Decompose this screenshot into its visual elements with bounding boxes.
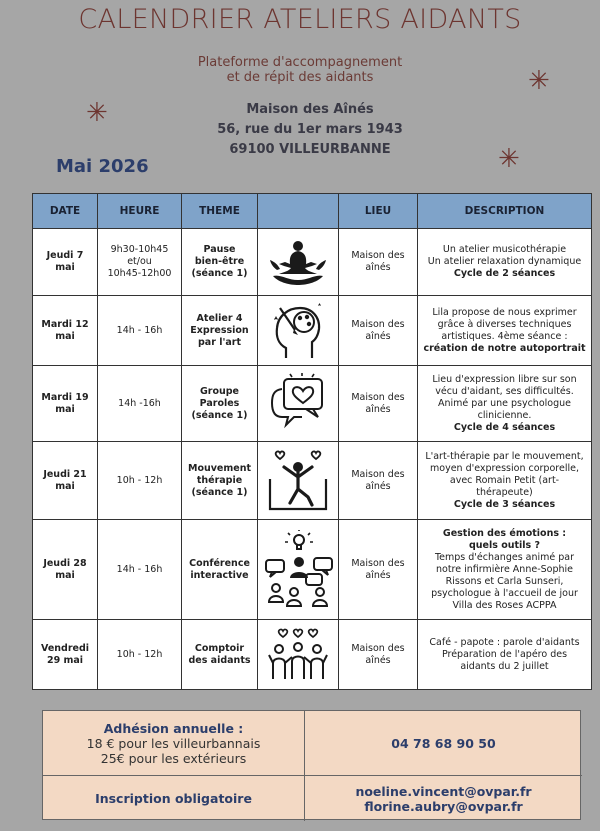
date-text: Jeudi 21 <box>43 468 87 480</box>
movement-icon <box>266 449 330 513</box>
description-text: Temps d'échanges animé par <box>434 551 575 563</box>
image-cell <box>258 620 339 690</box>
date-text: mai <box>55 330 75 342</box>
description-cell <box>418 442 592 520</box>
month-label: Mai 2026 <box>56 156 149 177</box>
image-cell <box>258 296 339 366</box>
time-text: et/ou <box>127 256 152 267</box>
image-cell <box>258 442 339 520</box>
description-text: Animé par une psychologue <box>438 397 571 409</box>
theme-text: Expression <box>190 324 249 336</box>
description-text: avec Romain Petit (art- <box>449 474 560 486</box>
theme-text: (séance 1) <box>191 409 248 421</box>
description-emphasis: Gestion des émotions : <box>442 527 567 539</box>
column-header-heure: HEURE <box>98 194 182 229</box>
place-text: aînés <box>365 403 391 415</box>
date-cell <box>33 296 98 366</box>
place-cell <box>339 296 418 366</box>
theme-text: Pause <box>203 244 236 255</box>
page-title: CALENDRIER ATELIERS AIDANTS <box>78 4 522 35</box>
description-text: Rissons et Carla Sunseri, <box>445 575 564 587</box>
email-link[interactable]: florine.aubry@ovpar.fr <box>364 798 523 814</box>
date-cell <box>33 366 98 442</box>
description-emphasis: Cycle de 4 séances <box>453 421 556 433</box>
date-text: 29 mai <box>46 654 84 666</box>
time-cell <box>98 296 182 366</box>
description-text: Villa des Roses ACPPA <box>452 599 557 611</box>
place-cell <box>339 520 418 620</box>
theme-text: interactive <box>190 569 249 581</box>
date-text: mai <box>55 569 75 581</box>
description-text: Un atelier musicothérapie <box>442 244 567 255</box>
table-row <box>33 296 592 366</box>
date-cell <box>33 520 98 620</box>
place-text: Maison des <box>351 642 405 654</box>
theme-cell <box>182 229 258 296</box>
image-cell <box>258 520 339 620</box>
table-row <box>33 366 592 442</box>
description-text: artistiques. 4ème séance : <box>441 330 568 342</box>
description-emphasis: Cycle de 3 séances <box>453 498 556 510</box>
description-text: L'art-thérapie par le mouvement, <box>425 450 584 462</box>
membership-price-local: 18 € pour les villeurbannais <box>86 735 261 751</box>
theme-cell <box>182 620 258 690</box>
sparkle-icon: ✳ <box>528 66 550 96</box>
address <box>190 100 430 160</box>
date-cell <box>33 229 98 296</box>
description-cell <box>418 296 592 366</box>
time-cell <box>98 229 182 296</box>
theme-cell <box>182 366 258 442</box>
subtitle-line-1: Plateforme d'accompagnement <box>197 55 403 70</box>
time-text: 10h45-12h00 <box>107 268 172 279</box>
art-head-icon <box>268 300 328 362</box>
email-link[interactable]: noeline.vincent@ovpar.fr <box>355 783 532 799</box>
place-cell <box>339 229 418 296</box>
phone-block <box>305 711 582 775</box>
speech-heart-icon <box>266 373 330 435</box>
date-cell <box>33 442 98 520</box>
place-text: Maison des <box>351 391 405 403</box>
description-emphasis: Cycle de 2 séances <box>453 268 556 279</box>
description-cell <box>418 620 592 690</box>
sparkle-icon: ✳ <box>498 144 520 174</box>
date-text: Mardi 19 <box>41 391 89 403</box>
place-text: aînés <box>365 330 391 342</box>
date-text: Mardi 12 <box>41 318 89 330</box>
sparkle-icon: ✳ <box>86 98 108 128</box>
date-text: mai <box>55 403 75 415</box>
theme-text: des aidants <box>188 654 251 666</box>
table-row <box>33 620 592 690</box>
description-text: grâce à diverses techniques <box>437 318 572 330</box>
description-cell <box>418 366 592 442</box>
membership-block <box>43 711 304 775</box>
theme-cell <box>182 520 258 620</box>
info-box <box>42 710 581 820</box>
conference-icon <box>262 530 336 610</box>
theme-text: Atelier 4 <box>196 312 243 324</box>
place-cell <box>339 620 418 690</box>
group-hearts-icon <box>267 627 329 683</box>
column-header-description: DESCRIPTION <box>418 194 592 229</box>
theme-cell <box>182 442 258 520</box>
date-cell <box>33 620 98 690</box>
description-text: clinicienne. <box>477 409 532 421</box>
date-text: Jeudi 28 <box>43 557 87 569</box>
image-cell <box>258 229 339 296</box>
time-cell <box>98 366 182 442</box>
theme-text: Mouvement <box>187 462 252 474</box>
subtitle-line-2: et de répit des aidants <box>226 70 374 85</box>
time-cell <box>98 620 182 690</box>
place-text: Maison des <box>351 557 405 569</box>
image-cell <box>258 366 339 442</box>
theme-text: thérapie <box>196 474 243 486</box>
description-text: thérapeute) <box>476 486 533 498</box>
place-text: aînés <box>365 654 391 666</box>
description-text: vécu d'aidant, ses difficultés. <box>435 385 574 397</box>
table-header-row <box>33 194 592 229</box>
time-text: 10h - 12h <box>116 474 163 486</box>
meditation-icon <box>265 236 331 288</box>
place-cell <box>339 442 418 520</box>
email-block <box>305 776 582 821</box>
time-text: 14h - 16h <box>116 563 163 575</box>
place-text: aînés <box>365 569 391 581</box>
address-line-2: 56, rue du 1er mars 1943 <box>217 122 403 137</box>
date-text: mai <box>55 262 75 273</box>
time-text: 14h - 16h <box>116 324 163 336</box>
time-text: 14h -16h <box>118 397 161 409</box>
theme-text: (séance 1) <box>191 268 248 279</box>
phone-number[interactable]: 04 78 68 90 50 <box>391 735 496 751</box>
column-header-theme: THEME <box>182 194 258 229</box>
description-text: Préparation de l'apéro des <box>441 648 568 660</box>
registration-required: Inscription obligatoire <box>95 791 252 806</box>
description-text: Café - papote : parole d'aidants <box>429 636 580 648</box>
description-text: aidants du 2 juillet <box>460 660 549 672</box>
place-text: Maison des <box>351 318 405 330</box>
description-cell <box>418 229 592 296</box>
table-row <box>33 229 592 296</box>
address-line-3: 69100 VILLEURBANNE <box>229 142 391 157</box>
membership-price-external: 25€ pour les extérieurs <box>100 750 247 766</box>
place-text: Maison des <box>351 468 405 480</box>
table-row <box>33 442 592 520</box>
place-text: aînés <box>365 262 391 273</box>
theme-text: par l'art <box>197 336 241 348</box>
time-cell <box>98 520 182 620</box>
description-text: Un atelier relaxation dynamique <box>427 256 582 267</box>
theme-text: Groupe <box>199 385 240 397</box>
description-emphasis: création de notre autoportrait <box>423 342 586 354</box>
description-text: Lila propose de nous exprimer <box>432 306 577 318</box>
theme-text: Comptoir <box>194 642 245 654</box>
theme-text: bien-être <box>194 256 245 267</box>
date-text: Vendredi <box>40 642 90 654</box>
address-line-1: Maison des Aînés <box>246 102 374 117</box>
theme-cell <box>182 296 258 366</box>
description-emphasis: quels outils ? <box>468 539 541 551</box>
registration-block <box>43 776 304 821</box>
column-header-date: DATE <box>33 194 98 229</box>
column-header-image <box>258 194 339 229</box>
description-text: moyen d'expression corporelle, <box>430 462 579 474</box>
description-text: Lieu d'expression libre sur son <box>432 373 577 385</box>
place-text: Maison des <box>351 250 405 261</box>
table-row <box>33 520 592 620</box>
time-text: 9h30-10h45 <box>110 244 169 255</box>
time-cell <box>98 442 182 520</box>
date-text: mai <box>55 480 75 492</box>
date-text: Jeudi 7 <box>46 250 84 261</box>
description-cell <box>418 520 592 620</box>
subtitle <box>180 55 420 85</box>
place-cell <box>339 366 418 442</box>
description-text: notre infirmière Anne-Sophie <box>436 563 573 575</box>
description-text: psychologue à l'accueil de jour <box>431 587 578 599</box>
time-text: 10h - 12h <box>116 648 163 660</box>
theme-text: (séance 1) <box>191 486 248 498</box>
column-header-lieu: LIEU <box>339 194 418 229</box>
theme-text: Paroles <box>199 397 240 409</box>
schedule-table <box>32 193 592 690</box>
theme-text: Conférence <box>189 557 250 569</box>
place-text: aînés <box>365 480 391 492</box>
membership-title: Adhésion annuelle : <box>103 720 244 736</box>
